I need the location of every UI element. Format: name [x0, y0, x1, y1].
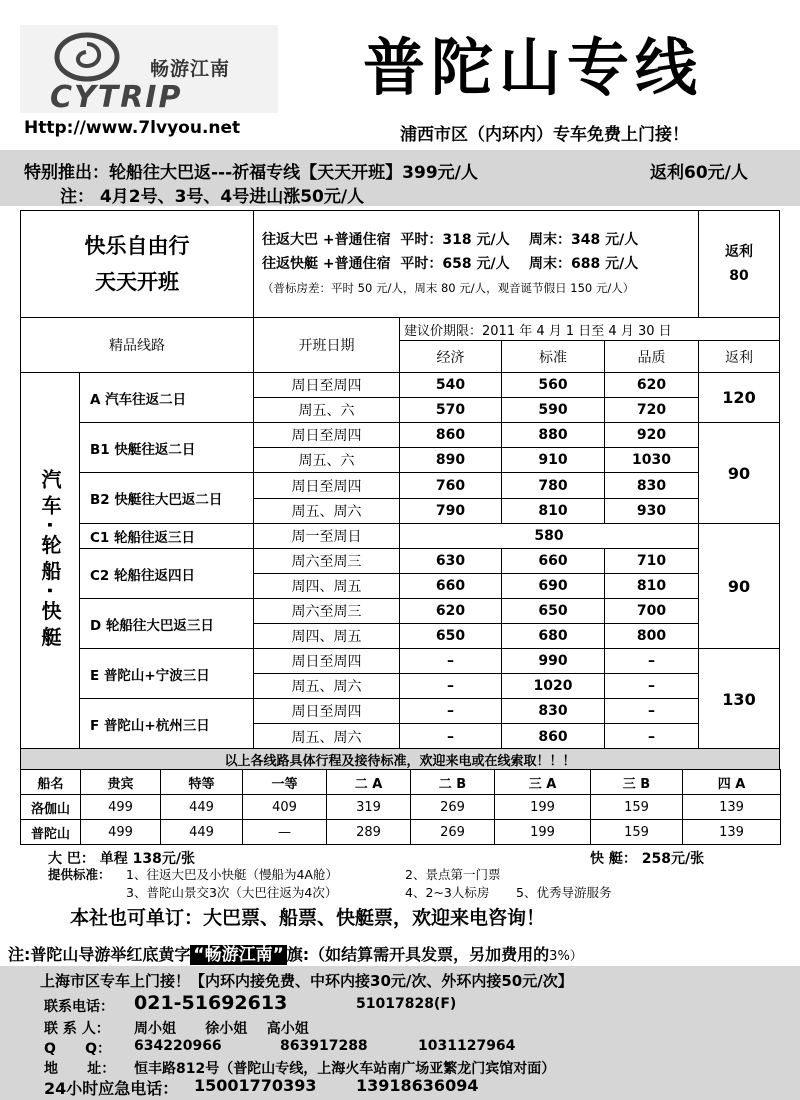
ship-price: 499	[80, 794, 161, 820]
fax-number: 51017828(F)	[356, 996, 457, 1012]
ship-header: 三 A	[494, 769, 591, 795]
row-quality-price: 930	[604, 498, 699, 524]
contact-person-label: 联 系 人：	[44, 1021, 110, 1037]
free-tour-rebate-label: 返利	[725, 244, 753, 260]
qq-number-3[interactable]: 1031127964	[418, 1038, 516, 1054]
ship-price: 269	[410, 819, 495, 845]
free-tour-title-2: 天天开班	[95, 270, 179, 294]
ship-price: 269	[410, 794, 495, 820]
ship-price: 199	[494, 819, 591, 845]
phone-label: 联系电话：	[44, 999, 114, 1015]
row-date: 周五、周六	[253, 673, 400, 699]
row-economy-price: 540	[399, 372, 502, 398]
free-tour-rebate	[698, 210, 780, 318]
ship-header: 四 A	[682, 769, 781, 795]
ship-price: —	[242, 819, 327, 845]
ship-price: 499	[80, 819, 161, 845]
ship-price: 409	[242, 794, 327, 820]
swirl-logo-icon	[52, 30, 122, 85]
qq-number-1[interactable]: 634220966	[134, 1038, 222, 1054]
row-quality-price: 800	[604, 623, 699, 649]
page-title: 普陀山专线	[362, 31, 703, 104]
route-name: C1 轮船往返三日	[79, 523, 254, 549]
address: 恒丰路812号（普陀山专线，上海火车站南广场亚繁龙门宾馆对面）	[134, 1061, 556, 1077]
route-name: E 普陀山+宁波三日	[79, 648, 254, 699]
route-name: C2 轮船往返四日	[79, 548, 254, 599]
row-standard-price: 680	[501, 623, 605, 649]
row-date: 周五、周六	[253, 498, 400, 524]
standard-item-2: 2、景点第一门票	[405, 867, 501, 882]
row-date: 周四、周五	[253, 623, 400, 649]
row-economy-price: –	[399, 698, 502, 724]
row-standard-price: 690	[501, 573, 605, 599]
row-date: 周一至周日	[253, 523, 400, 549]
row-standard-price: 590	[501, 397, 605, 423]
ship-price: 319	[326, 794, 411, 820]
row-date: 周日至周四	[253, 422, 400, 448]
row-economy-price: 620	[399, 598, 502, 624]
ship-header: 贵宾	[80, 769, 161, 795]
itinerary-notice: 以上各线路具体行程及接待标准，欢迎来电或在线索取！！！	[20, 748, 780, 770]
free-tour-rebate-value: 80	[729, 268, 749, 284]
standard-item-1: 1、往返大巴及小快艇（慢船为4A舱）	[126, 867, 338, 882]
emergency-phone-2[interactable]: 13918636094	[356, 1076, 479, 1095]
promo-line: 特别推出：轮船往大巴返---祈福专线【天天开班】399元/人	[24, 163, 478, 183]
ship-name: 普陀山	[20, 819, 81, 845]
free-tour-note: （普标房差：平时 50 元/人，周末 80 元/人，观音诞节假日 150 元/人）	[262, 281, 635, 295]
logo-english-name: CYTRIP	[50, 80, 183, 115]
ship-price: 289	[326, 819, 411, 845]
header-economy: 经济	[399, 340, 502, 373]
promo-note: 注： 4月2号、3号、4号进山涨50元/人	[60, 187, 365, 207]
row-merged-price: 580	[399, 523, 699, 549]
free-tour-row-speedboat: 往返快艇 +普通住宿 平时：658 元/人 周末：688 元/人	[262, 256, 639, 272]
transport-side-label: 汽车·轮船·快艇	[20, 372, 80, 749]
header-quality: 品质	[604, 340, 699, 373]
row-quality-price: –	[604, 673, 699, 699]
website-url[interactable]: Http://www.7lvyou.net	[24, 118, 241, 138]
ship-price: 159	[590, 794, 683, 820]
row-date: 周六至周三	[253, 548, 400, 574]
row-quality-price: –	[604, 723, 699, 750]
route-name: B1 快艇往返二日	[79, 422, 254, 473]
row-economy-price: –	[399, 673, 502, 699]
standard-item-3: 3、普陀山景交3次（大巴往返为4次）	[126, 885, 338, 900]
header-date: 开班日期	[253, 317, 400, 373]
row-date: 周五、六	[253, 447, 400, 473]
row-standard-price: 860	[501, 723, 605, 750]
ship-price: 159	[590, 819, 683, 845]
standard-label: 提供标准：	[48, 867, 111, 882]
row-economy-price: –	[399, 648, 502, 674]
row-economy-price: 570	[399, 397, 502, 423]
row-quality-price: 620	[604, 372, 699, 398]
ship-price: 139	[682, 794, 781, 820]
row-standard-price: 880	[501, 422, 605, 448]
header-standard: 标准	[501, 340, 605, 373]
promo-rebate: 返利60元/人	[650, 163, 748, 183]
free-tour-title-1: 快乐自由行	[84, 234, 190, 258]
row-economy-price: –	[399, 723, 502, 750]
row-economy-price: 630	[399, 548, 502, 574]
ship-header: 三 B	[590, 769, 683, 795]
header-validity: 建议价期限：2011 年 4 月 1 日至 4 月 30 日	[399, 317, 780, 341]
row-economy-price: 890	[399, 447, 502, 473]
row-economy-price: 860	[399, 422, 502, 448]
row-standard-price: 1020	[501, 673, 605, 699]
guide-flag-name: “畅游江南”	[190, 945, 286, 965]
pickup-notice: 上海市区专车上门接！【内环内接免费、中环内接30元/次、外环内接50元/次】	[40, 972, 573, 990]
row-date: 周六至周三	[253, 598, 400, 624]
rebate-value: 90	[698, 523, 780, 649]
row-date: 周日至周四	[253, 472, 400, 499]
row-date: 周五、周六	[253, 723, 400, 750]
row-standard-price: 810	[501, 498, 605, 524]
qq-number-2[interactable]: 863917288	[280, 1038, 368, 1054]
emergency-phone-1[interactable]: 15001770393	[194, 1076, 317, 1095]
ship-header: 一等	[242, 769, 327, 795]
row-quality-price: –	[604, 698, 699, 724]
ship-header: 二 A	[326, 769, 411, 795]
qq-label: Q Q：	[44, 1041, 112, 1057]
ship-price: 449	[160, 794, 243, 820]
single-ticket-notice: 本社也可单订：大巴票、船票、快艇票，欢迎来电咨询！	[70, 907, 546, 929]
rebate-value: 130	[698, 648, 780, 750]
contact-persons: 周小姐 徐小姐 高小姐	[134, 1021, 309, 1037]
ship-price: 449	[160, 819, 243, 845]
row-economy-price: 650	[399, 623, 502, 649]
bus-ticket-price: 大 巴： 单程 138元/张	[48, 851, 195, 867]
route-name: D 轮船往大巴返三日	[79, 598, 254, 649]
ship-price: 199	[494, 794, 591, 820]
header-rebate: 返利	[698, 340, 780, 373]
ship-header: 船名	[20, 769, 81, 795]
row-date: 周四、周五	[253, 573, 400, 599]
row-date: 周五、六	[253, 397, 400, 423]
route-name: A 汽车往返二日	[79, 372, 254, 423]
row-quality-price: 700	[604, 598, 699, 624]
service-note: 浦西市区（内环内）专车免费上门接！	[400, 125, 689, 145]
row-economy-price: 790	[399, 498, 502, 524]
speedboat-ticket-price: 快 艇： 258元/张	[590, 851, 705, 867]
row-quality-price: –	[604, 648, 699, 674]
guide-flag-percent: 3%）	[549, 949, 583, 964]
header-route: 精品线路	[20, 317, 254, 373]
row-quality-price: 1030	[604, 447, 699, 473]
row-standard-price: 910	[501, 447, 605, 473]
guide-flag-prefix: 注:普陀山导游举红底黄字	[8, 945, 191, 964]
ship-header: 特等	[160, 769, 243, 795]
row-quality-price: 720	[604, 397, 699, 423]
row-date: 周日至周四	[253, 648, 400, 674]
row-standard-price: 560	[501, 372, 605, 398]
row-quality-price: 830	[604, 472, 699, 499]
row-date: 周日至周四	[253, 372, 400, 398]
free-tour-row-bus: 往返大巴 +普通住宿 平时：318 元/人 周末：348 元/人	[262, 232, 639, 248]
row-date: 周日至周四	[253, 698, 400, 724]
row-quality-price: 810	[604, 573, 699, 599]
ship-name: 洛伽山	[20, 794, 81, 820]
emergency-label: 24小时应急电话：	[44, 1079, 179, 1098]
rebate-value: 120	[698, 372, 780, 423]
row-quality-price: 920	[604, 422, 699, 448]
guide-flag-suffix: 旗:（如结算需开具发票，另加费用的	[286, 945, 550, 964]
rebate-value: 90	[698, 422, 780, 524]
row-standard-price: 660	[501, 548, 605, 574]
guide-flag-note	[8, 940, 583, 965]
row-quality-price: 710	[604, 548, 699, 574]
row-economy-price: 660	[399, 573, 502, 599]
row-standard-price: 990	[501, 648, 605, 674]
logo-chinese-name: 畅游江南	[150, 58, 231, 80]
standard-item-4: 4、2~3人标房	[405, 885, 490, 900]
row-economy-price: 760	[399, 472, 502, 499]
ship-header: 二 B	[410, 769, 495, 795]
row-standard-price: 830	[501, 698, 605, 724]
row-standard-price: 650	[501, 598, 605, 624]
free-tour-title	[20, 210, 254, 318]
standard-item-5: 5、优秀导游服务	[516, 885, 612, 900]
route-name: F 普陀山+杭州三日	[79, 698, 254, 750]
ship-price: 139	[682, 819, 781, 845]
address-label: 地 址：	[44, 1061, 116, 1077]
row-standard-price: 780	[501, 472, 605, 499]
free-tour-prices	[253, 210, 699, 318]
route-name: B2 快艇往大巴返二日	[79, 472, 254, 524]
phone-number[interactable]: 021-51692613	[134, 992, 288, 1014]
